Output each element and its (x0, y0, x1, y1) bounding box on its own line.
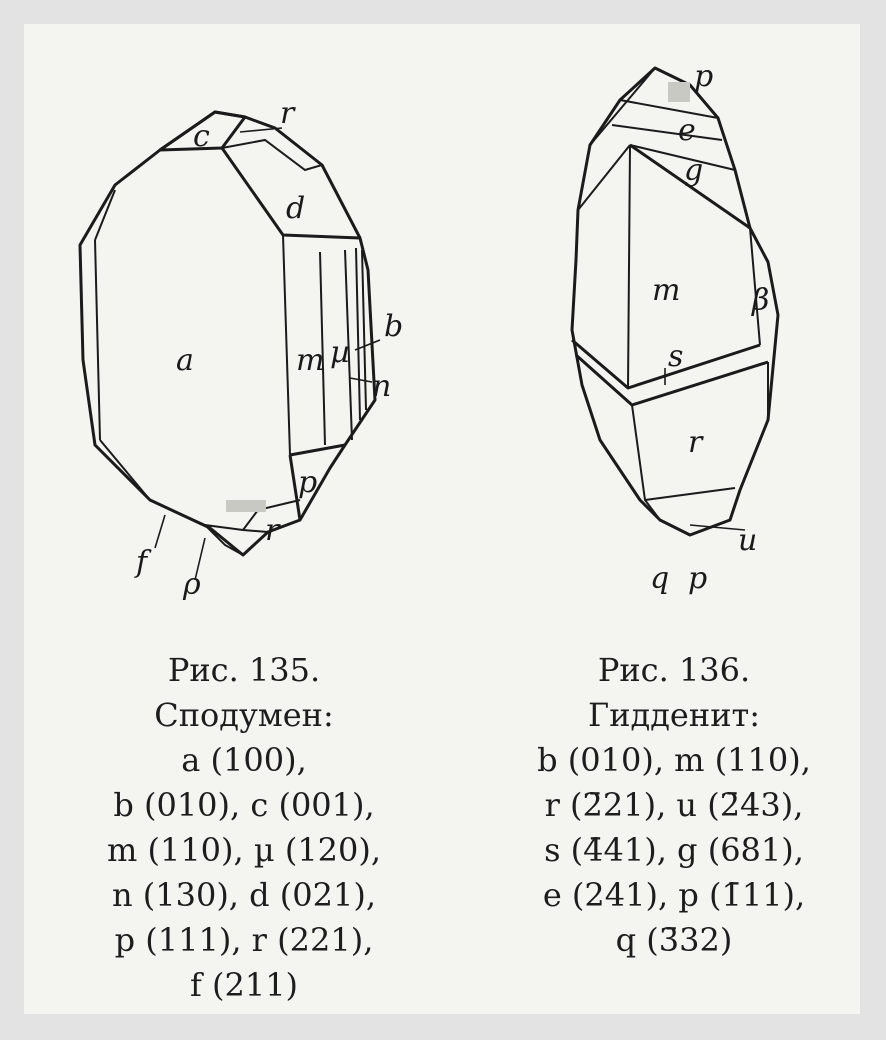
forms-line: b (010), c (001), (113, 786, 375, 824)
forms-line: p (111), r (221), (114, 921, 374, 959)
forms-line: m (110), µ (120), (106, 831, 382, 869)
forms-line: f (211) (189, 966, 299, 1004)
face-label-s: s (668, 339, 684, 374)
forms-line: b (010), m (110), (537, 741, 811, 779)
forms-line: e (241), p (1̄11), (542, 876, 806, 914)
face-label-n: n (372, 369, 392, 404)
face-label-rho: ρ (183, 567, 201, 602)
mineral-name: Гидденит: (588, 696, 760, 734)
figure-number: Рис. 135. (167, 651, 321, 689)
book-page (24, 24, 860, 1014)
crystal-drawing-hiddenite (24, 24, 860, 644)
caption-fig135 (34, 648, 454, 1008)
mineral-name: Сподумен: (154, 696, 334, 734)
forms-line: a (100), (181, 741, 307, 779)
face-label-r-top: r (280, 96, 295, 131)
face-label-d: d (286, 191, 306, 226)
face-label-m: m (296, 343, 325, 378)
face-label-p-top: p (694, 59, 714, 94)
forms-line: s (4̄41), g (681), (544, 831, 804, 869)
face-label-m: m (652, 273, 681, 308)
face-label-mu: µ (330, 335, 350, 370)
face-label-c: c (193, 119, 210, 154)
forms-line: n (130), d (021), (111, 876, 377, 914)
caption-fig136 (494, 648, 854, 963)
face-label-f: f (136, 545, 148, 580)
figure-number: Рис. 136. (597, 651, 751, 689)
face-label-r-bottom: r (265, 513, 280, 548)
face-label-r: r (688, 425, 703, 460)
face-label-u: u (738, 523, 758, 558)
face-label-g: g (684, 153, 704, 188)
face-label-p-bottom: p (688, 561, 708, 596)
face-label-a: a (176, 343, 194, 378)
face-label-q: q (650, 561, 670, 596)
forms-line: r (2̄21), u (2̄43), (544, 786, 804, 824)
face-label-e: e (678, 113, 696, 148)
face-label-p: p (298, 465, 318, 500)
forms-line: q (3̄32) (615, 921, 733, 959)
face-label-beta: β (752, 283, 770, 318)
face-label-b: b (384, 309, 404, 344)
